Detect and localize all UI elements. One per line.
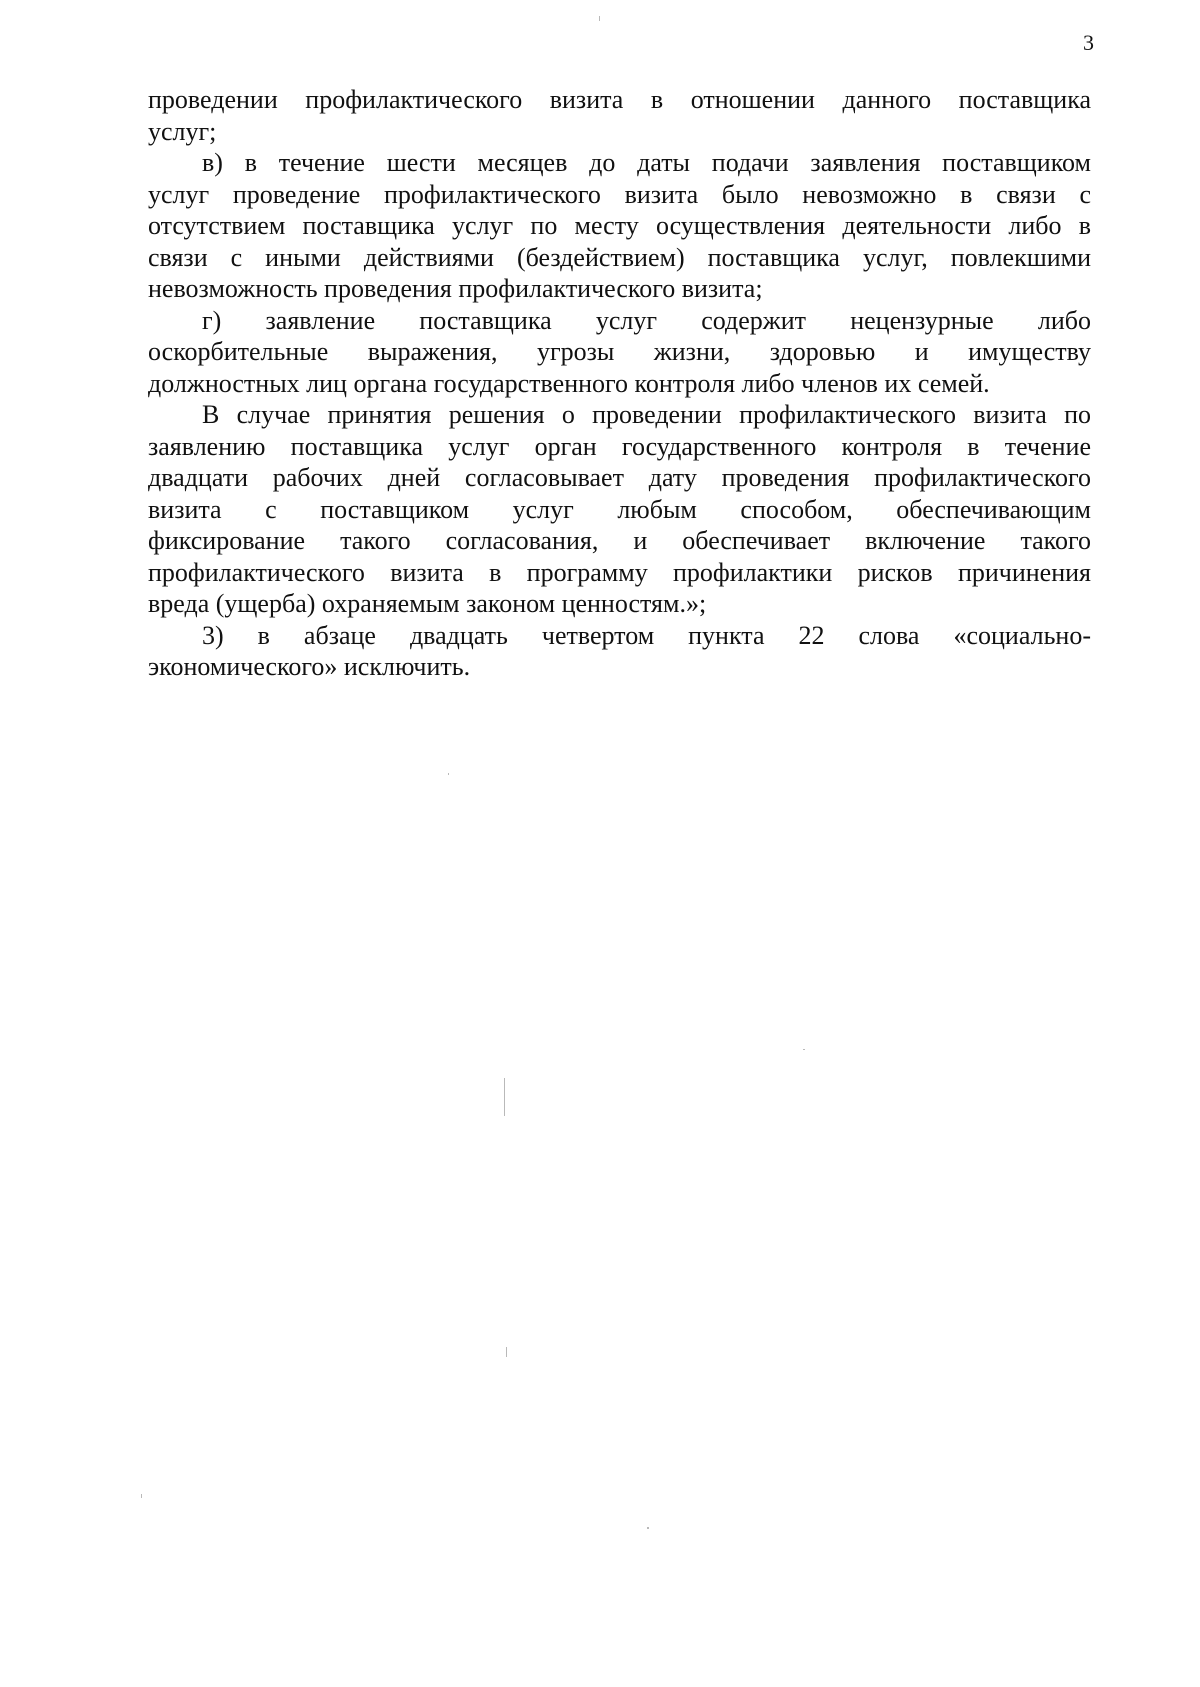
text-line: связи с иными действиями (бездействием) поставщика услуг, повлекшими: [148, 242, 1091, 272]
paragraph-continuation: [148, 84, 1091, 147]
text-line: фиксирование такого согласования, и обеспечивает включение такого: [148, 526, 1091, 555]
paragraph-item-g: [148, 305, 1091, 400]
text-line: услуг проведение профилактического визита было невозможно в связи с: [148, 179, 1091, 209]
text-line: невозможность проведения профилактического визита;: [148, 274, 763, 303]
document-body: [148, 84, 1091, 683]
scan-speck: [506, 1347, 507, 1357]
text-line: оскорбительные выражения, угрозы жизни, здоровью и имуществу: [148, 337, 1091, 366]
scan-speck: [504, 1078, 505, 1116]
paragraph-item-3: [148, 620, 1091, 683]
paragraph-item-v: [148, 147, 1091, 305]
text-line: двадцати рабочих дней согласовывает дату проведения профилактического: [148, 463, 1091, 492]
scan-speck: [803, 1049, 805, 1050]
scan-speck: [141, 1494, 142, 1498]
text-line: отсутствием поставщика услуг по месту осуществления деятельности либо в: [148, 211, 1091, 240]
scan-speck: [599, 16, 600, 21]
text-line: профилактического визита в программу профилактики рисков причинения: [148, 557, 1091, 587]
text-line: должностных лиц органа государственного контроля либо членов их семей.: [148, 368, 990, 398]
text-line: экономического» исключить.: [148, 652, 471, 681]
text-line: услуг;: [148, 116, 217, 146]
text-line: визита с поставщиком услуг любым способом, обеспечивающим: [148, 494, 1091, 524]
text-line: в) в течение шести месяцев до даты подачи заявления поставщиком: [202, 148, 1091, 177]
paragraph-decision: [148, 399, 1091, 620]
text-line: вреда (ущерба) охраняемым законом ценностям.»;: [148, 589, 707, 618]
text-line: г) заявление поставщика услуг содержит нецензурные либо: [202, 305, 1091, 335]
text-line: В случае принятия решения о проведении профилактического визита по: [202, 400, 1091, 429]
text-line: проведении профилактического визита в отношении данного поставщика: [148, 85, 1091, 114]
page-number: 3: [1083, 30, 1094, 55]
text-line: 3) в абзаце двадцать четвертом пункта 22 слова «социально-: [202, 620, 1091, 650]
text-line: заявлению поставщика услуг орган государственного контроля в течение: [148, 431, 1091, 461]
scan-speck: [448, 773, 449, 775]
scan-speck: [647, 1527, 649, 1529]
